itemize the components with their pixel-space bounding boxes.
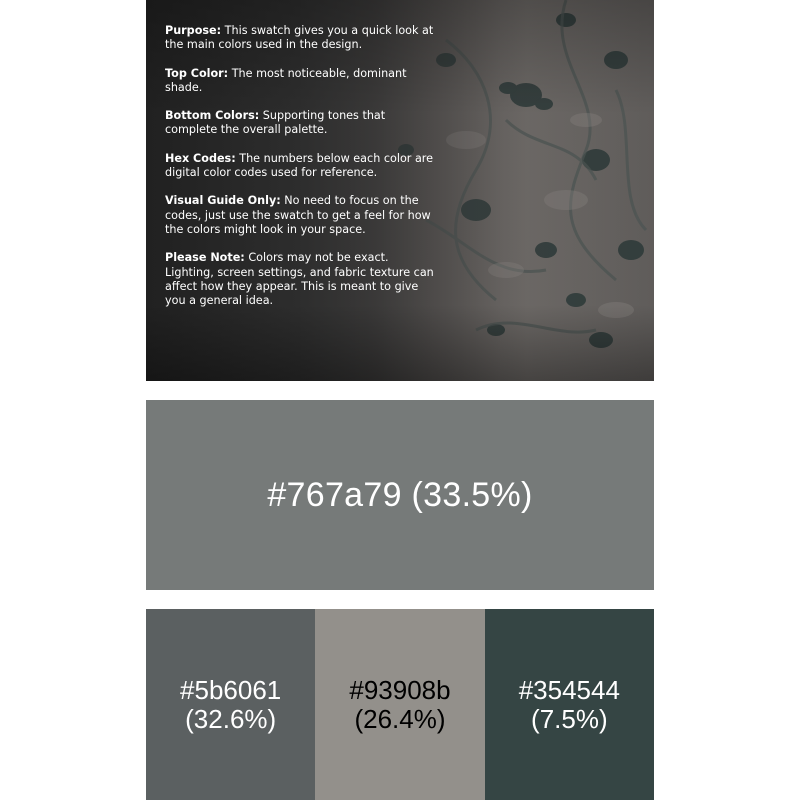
swatch-percent: (32.6%)	[185, 703, 277, 734]
info-top-color	[165, 67, 435, 96]
info-label: Purpose:	[165, 24, 222, 37]
dominant-color-swatch	[146, 400, 654, 590]
swatch-percent: (7.5%)	[531, 703, 608, 734]
info-purpose	[165, 24, 435, 53]
info-body: The numbers below each color are digital color codes used for reference.	[165, 151, 434, 180]
info-body: Supporting tones that complete the overall palette.	[165, 109, 386, 137]
swatch-hex: #5b6061	[180, 674, 282, 705]
info-hex-codes	[165, 152, 435, 181]
swatch-color-2	[315, 609, 484, 800]
info-visual-guide	[165, 194, 435, 237]
info-label: Bottom Colors:	[165, 109, 260, 123]
swatch-color-1	[146, 609, 315, 800]
dominant-color-label: #767a79 (33.5%)	[267, 475, 533, 514]
swatch-hex: #93908b	[349, 674, 451, 705]
info-body: This swatch gives you a quick look at the main colors used in the design.	[165, 24, 434, 52]
supporting-color-swatches	[146, 609, 654, 800]
info-body: Colors may not be exact. Lighting, screen settings, and fabric texture can affect how they appear. This is meant to give you a general idea.	[165, 251, 434, 308]
swatch-color-3	[485, 609, 654, 800]
swatch-hex: #354544	[518, 674, 620, 705]
info-label: Top Color:	[165, 66, 229, 80]
info-body: The most noticeable, dominant shade.	[165, 66, 407, 94]
info-please-note	[165, 251, 435, 308]
info-body: No need to focus on the codes, just use the swatch to get a feel for how the colors might look in your space.	[165, 194, 431, 236]
info-label: Please Note:	[165, 251, 245, 265]
info-label: Hex Codes:	[165, 151, 236, 165]
pattern-photo	[146, 0, 654, 381]
swatch-info-text	[165, 24, 435, 322]
info-label: Visual Guide Only:	[165, 194, 281, 208]
swatch-percent: (26.4%)	[354, 703, 446, 734]
info-bottom-colors	[165, 109, 435, 138]
